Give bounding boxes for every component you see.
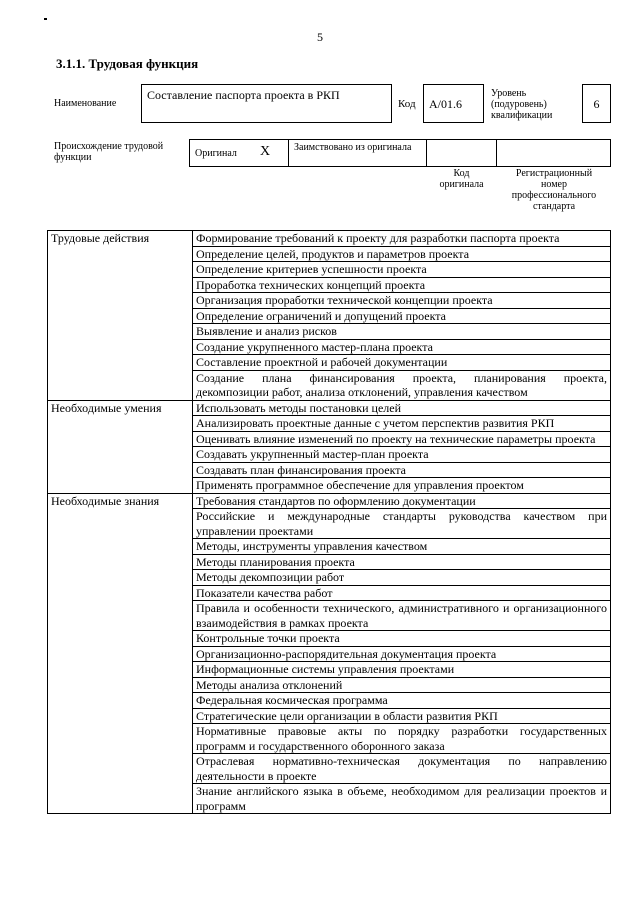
section-title-cell: Необходимые умения [48,400,193,493]
section-title: 3.1.1. Трудовая функция [56,56,199,71]
table-row [48,231,611,247]
section-title-cell: Необходимые знания [48,493,193,814]
item-cell: Применять программное обеспечение для управления проектом [193,478,611,494]
item-cell: Методы анализа отклонений [193,677,611,693]
code-value: А/01.6 [429,97,462,111]
level-label: Уровень (подуровень) квалификации [491,88,553,121]
original-box [189,139,289,167]
item-cell: Определение ограничений и допущений проекта [193,308,611,324]
item-cell: Стратегические цели организации в области развития РКП [193,708,611,724]
name-value: Составление паспорта проекта в РКП [147,88,340,102]
item-cell: Создавать укрупненный мастер-план проекта [193,447,611,463]
original-mark: X [260,144,271,159]
item-cell: Анализировать проектные данные с учетом перспектив развития РКП [193,416,611,432]
item-cell: Проработка технических концепций проекта [193,277,611,293]
page-number: 5 [317,30,323,44]
code-original-box [426,139,497,167]
original-label: Оригинал [195,148,237,159]
reg-number-label: Регистрационный номер профессионального стандарта [511,168,597,212]
item-cell: Контрольные точки проекта [193,631,611,647]
item-cell: Знание английского языка в объеме, необходимом для реализации проектов и программ [193,784,611,814]
item-cell: Методы, инструменты управления качеством [193,539,611,555]
origin-label: Происхождение трудовой функции [54,141,164,163]
name-label: Наименование [54,98,117,109]
item-cell: Определение критериев успешности проекта [193,262,611,278]
item-cell: Методы планирования проекта [193,554,611,570]
item-cell: Российские и международные стандарты руководства качеством при управлении проектами [193,509,611,539]
function-table [47,230,611,814]
name-value-box [141,84,392,123]
item-cell: Составление проектной и рабочей документации [193,355,611,371]
item-cell: Нормативные правовые акты по порядку разработки государственных программ и государственного оборонного заказа [193,724,611,754]
borrowed-box [288,139,427,167]
item-cell: Определение целей, продуктов и параметров проекта [193,246,611,262]
borrowed-label: Заимствовано из оригинала [294,142,412,153]
code-label: Код [398,98,416,110]
item-cell: Требования стандартов по оформлению документации [193,493,611,509]
item-cell: Формирование требований к проекту для разработки паспорта проекта [193,231,611,247]
item-cell: Правила и особенности технического, административного и организационного взаимодействия в рамках проекта [193,601,611,631]
item-cell: Информационные системы управления проектами [193,662,611,678]
item-cell: Использовать методы постановки целей [193,400,611,416]
section-title-cell: Трудовые действия [48,231,193,401]
item-cell: Организация проработки технической концепции проекта [193,293,611,309]
level-value: 6 [593,97,600,111]
reg-number-box [496,139,611,167]
level-value-box [582,84,611,123]
item-cell: Создание укрупненного мастер-плана проекта [193,339,611,355]
item-cell: Оценивать влияние изменений по проекту на технические параметры проекта [193,431,611,447]
item-cell: Методы декомпозиции работ [193,570,611,586]
table-row [48,400,611,416]
code-value-box [423,84,484,123]
item-cell: Организационно-распорядительная документация проекта [193,646,611,662]
item-cell: Создание плана финансирования проекта, планирования проекта, декомпозиции работ, анализа отклонений, управления качеством [193,370,611,400]
item-cell: Отраслевая нормативно-техническая документация по направлению деятельности в проекте [193,754,611,784]
item-cell: Федеральная космическая программа [193,693,611,709]
item-cell: Выявление и анализ рисков [193,324,611,340]
item-cell: Создавать план финансирования проекта [193,462,611,478]
code-original-label: Код оригинала [439,168,484,190]
scan-mark [44,18,47,20]
table-row [48,493,611,509]
item-cell: Показатели качества работ [193,585,611,601]
